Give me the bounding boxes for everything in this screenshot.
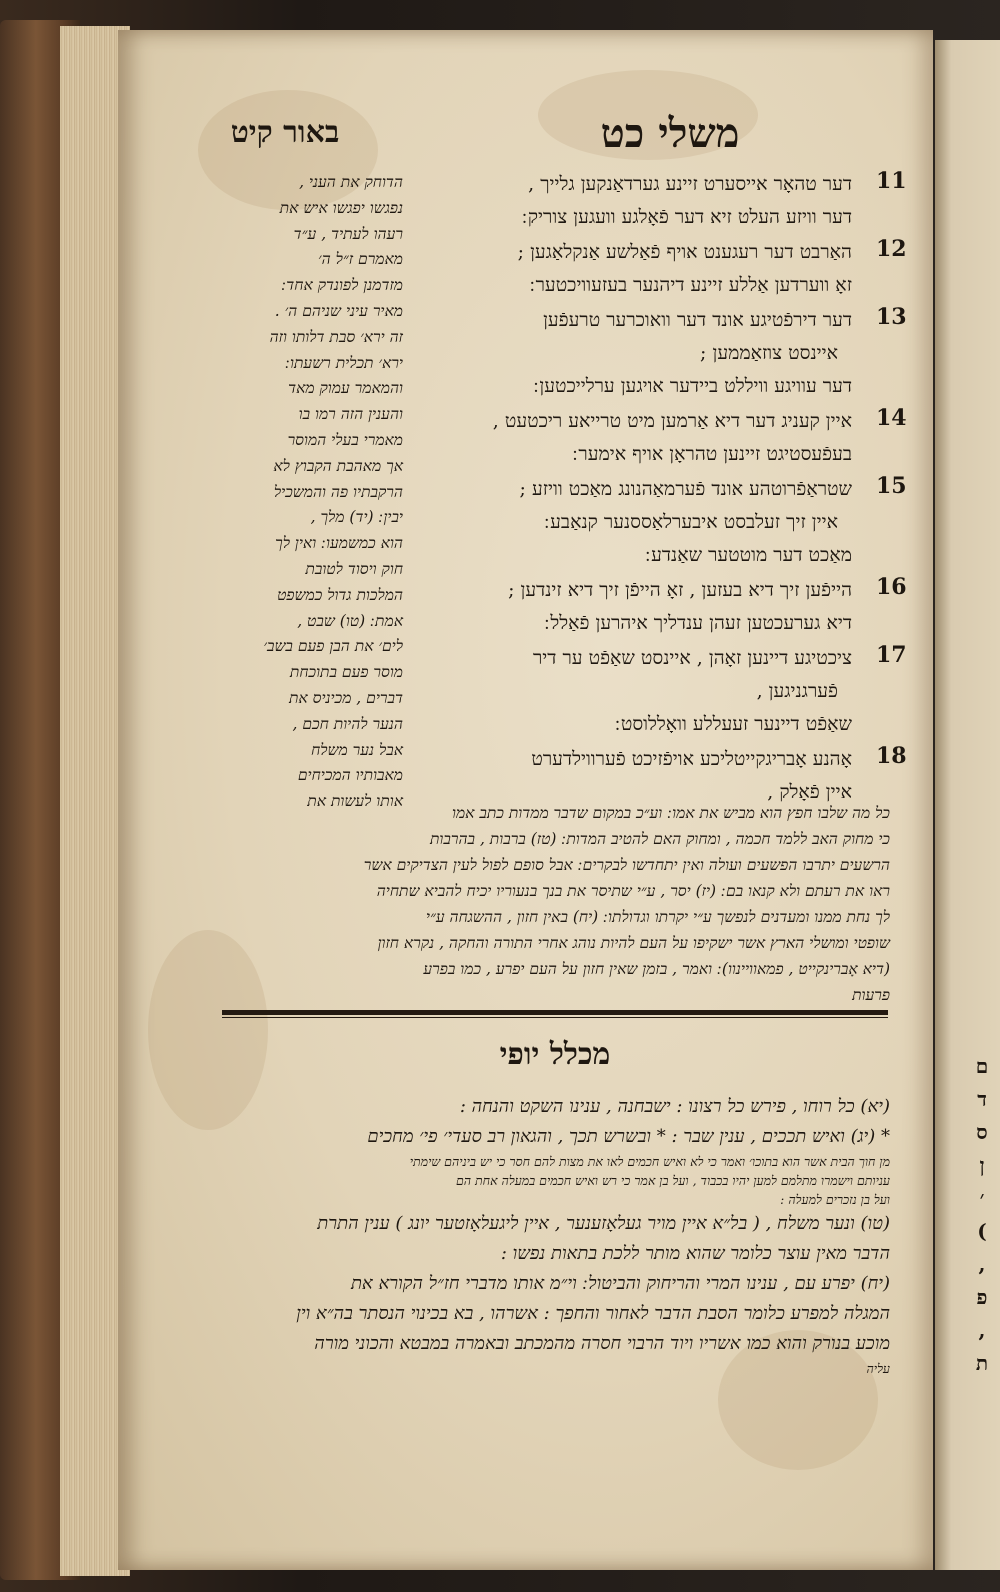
next-page-glyphs <box>968 1050 996 1380</box>
next-page-glyph: פ <box>976 1285 988 1309</box>
commentary-line: הוא כמשמעו ׃ ואין לך <box>275 534 403 553</box>
commentary-line: מאיר עיני שניהם ה׳ . <box>274 301 403 320</box>
commentary-line: כל מה שלבו חפץ הוא מביש את אמו ׃ וע״כ במקום שדבר ממדות כתב אמו <box>452 804 890 822</box>
commentary-title: באור קיט <box>230 115 340 150</box>
note-line: ועל בן נזכרים למעלה : <box>780 1192 890 1207</box>
divider-rule-thin <box>222 1017 888 1018</box>
side-commentary <box>213 170 403 815</box>
verse-line: ציכטיגע דיינען זאָהן , איינסט שאַפֿט ער דיר <box>532 647 852 669</box>
commentary-line: נפגשו יפגשו איש את <box>279 198 403 217</box>
commentary-line: יבין ׃ (יד) מלך , <box>310 508 403 527</box>
verse-line: דיא גערעכטען זעהן ענדליך איהרען פֿאַלל ׃ <box>544 612 852 634</box>
commentary-line: אבל נער משלח <box>311 740 403 759</box>
page-title: משלי כט <box>600 110 740 157</box>
verse-number: 13 <box>876 304 907 330</box>
note-line: * (יג) ואיש תככים , ענין שבר : * ובשרש תכך , והגאון רב סעדי׳ פי׳ מחכים <box>367 1126 890 1147</box>
verse-12 <box>430 236 910 302</box>
commentary-line: לים׳ את הבן פעם בשב׳ <box>263 637 403 656</box>
note-line: עניותם וישמרו מתלמם למען יהיו בכבוד , ועל בן אמר כי רש ואיש חכמים במעלה אחת הם <box>455 1173 890 1188</box>
commentary-line: דברים , מכיניס את <box>288 688 403 707</box>
verse-line: הייפֿען זיך דיא בעזען , זאָ הייפֿן זיך דיא זינדען ; <box>508 579 852 601</box>
verse-line: שטראַפֿרוטהע אונד פֿערמאַהנונג מאַכט וויזע ; <box>519 478 852 500</box>
note-line: (יח) יפרע עם , ענינו המרי והריחוק והביטול ׃ וי״מ אותו מדברי חז״ל הקורא את <box>350 1273 890 1294</box>
next-page-glyph: ת <box>975 1351 989 1375</box>
note-line: הדבר מאין עוצר כלומר שהוא מותר ללכת בתאות נפשו : <box>500 1243 890 1264</box>
note-line: המגלה למפרע כלומר הסבת הדבר לאחור והחפך : אשרהו , בא בכינוי הנסתר בה״א וין <box>296 1303 890 1324</box>
next-page-glyph: ) <box>977 1219 987 1243</box>
commentary-line: חוק ויסוד לטובת <box>305 559 403 578</box>
commentary-line: זה ירא׳ סבת דלותו וזה <box>269 327 403 346</box>
verse-number: 12 <box>876 236 907 262</box>
commentary-line: פרעות <box>852 986 890 1004</box>
verse-number: 16 <box>876 574 907 600</box>
verse-line: איין זיך זעלבסט איבערלאַססנער קנאַבע ׃ <box>544 511 838 533</box>
commentary-line: מאבותיו המכיחים <box>297 766 403 785</box>
commentary-line: והמאמר עמוק מאד <box>288 379 403 398</box>
next-page-glyph: ם <box>975 1054 989 1078</box>
verse-number: 11 <box>876 168 907 194</box>
verse-line: איין פֿאָלק , <box>767 781 852 803</box>
commentary-line: אמת ׃ (טו) שבט , <box>297 611 403 630</box>
commentary-line: (דיא אָברינקייט , פמאוויינוו) ׃ ואמר , בזמן שאין חזון על העם יפרע , כמו בפרע <box>423 960 890 978</box>
verse-line: בעפֿעסטיגט זיינען טהראָן אויף אימער ׃ <box>572 443 852 465</box>
note-line: (טו) ונער משלח , ( בל״א איין מויר געלאָזענער , איין ליגעלאָזטער יונג ) ענין התרת <box>317 1213 890 1234</box>
verse-13 <box>430 304 910 403</box>
commentary-line: ירא׳ תכלית רשעתו ׃ <box>285 353 403 372</box>
verse-line: אָהנע אָבריגקייטליכע אויפֿזיכט פֿערווילדערט <box>531 748 852 770</box>
commentary-line: הרשעים יתרבו הפשעים ועולה ואין יתחדשו לבקרים ׃ אבל סופם לפול לעין הצדיקים אשר <box>363 856 890 874</box>
verse-column <box>430 168 910 811</box>
note-line: מן חוך הבית אשר הוא בתוכו׳ ואמר כי לא ואיש חכמים לאו את מצות להם חסר כי יש ביניהם שימתי <box>409 1154 890 1169</box>
commentary-line: מוסר פעם בתוכחת <box>289 663 403 682</box>
verse-14 <box>430 405 910 471</box>
verse-line: זאָ ווערדען אַללע זיינע דיהנער בעזעוויכטער ׃ <box>529 274 852 296</box>
commentary-line: כי מחוק האב ללמד חכמה , ומחוק האם להטיב המדות ׃ (טז) ברבות , בהרבות <box>429 830 890 848</box>
verse-line: שאַפֿט דיינער זעעללע וואָללוסט ׃ <box>614 713 852 735</box>
next-page-glyph: ׳ <box>979 1186 985 1210</box>
next-page-glyph: ס <box>976 1120 988 1144</box>
next-page-glyph: , <box>978 1318 986 1342</box>
commentary-line: הנער להיות חכם , <box>292 714 403 733</box>
commentary-line: רעהו לעתיד , ע״ד <box>293 224 403 243</box>
note-line: עליה <box>866 1361 890 1376</box>
verse-16 <box>430 574 910 640</box>
commentary-line: המלכות גדול כמשפט <box>277 585 403 604</box>
commentary-line: ראו את רעתם ולא קנאו בם ׃ (יז) יסר , ע״י שתיסר את בנך בנעוריו יכיח להביא שתחיה <box>376 882 890 900</box>
verse-line: פֿערגניגען , <box>756 680 838 702</box>
commentary-line: והענין הזה רמו בו <box>298 405 403 424</box>
next-page-glyph: ד <box>977 1087 987 1111</box>
commentary-line: מזדמנן לפונדק אחד ׃ <box>281 276 403 295</box>
verse-number: 14 <box>876 405 907 431</box>
verse-line: דער עוויגע וויללט ביידער אויגען ערלייכטען ׃ <box>533 375 852 397</box>
verse-line: האַרבט דער רעגענט אויף פֿאַלשע אַנקלאַגען ; <box>517 241 852 263</box>
verse-17 <box>430 642 910 741</box>
next-page-glyph: , <box>978 1252 986 1276</box>
verse-line: מאַכט דער מוטטער שאַנדע ׃ <box>645 544 852 566</box>
verse-line: איין קעניג דער דיא אַרמען מיט טרייאע ריכטעט , <box>492 410 852 432</box>
divider-rule <box>222 1010 888 1015</box>
commentary-line: מאמרי בעלי המוסר <box>287 430 403 449</box>
verse-line: דער וויזע העלט זיא דער פֿאָלגע וועגען צוריק ׃ <box>521 206 852 228</box>
commentary-line: אותו לעשות את <box>307 792 403 811</box>
note-line: (יא) כל רוחו , פירש כל רצונו : ישבחנה , ענינו השקט והנחה : <box>459 1096 890 1117</box>
commentary-line: הרקבתיו פה והמשכיל <box>273 482 403 501</box>
section-title: מכלל יופי <box>499 1037 611 1072</box>
verse-number: 17 <box>876 642 907 668</box>
verse-line: דער טהאָר אייסערט זיינע גערדאַנקען גלייך , <box>528 173 852 195</box>
verse-15 <box>430 473 910 572</box>
commentary-line: לך נחת ממנו ומעדנים לנפשך ע״י יקרתו וגדולתו ׃ (יח) באין חזון , ההשגחה ע״י <box>425 908 890 926</box>
commentary-line: מאמרם ז״ל ה׳ <box>318 250 403 269</box>
verse-11 <box>430 168 910 234</box>
verse-number: 18 <box>876 743 907 769</box>
next-page-glyph: ן <box>979 1153 985 1177</box>
wide-commentary <box>182 800 890 1008</box>
commentary-line: שופטי ומושלי הארץ אשר ישקיפו על העם להיות נוהג אחרי התורה והחקה , נקרא חזון <box>377 934 890 952</box>
verse-line: איינסט צוזאַממען ; <box>700 342 838 364</box>
note-line: מוכע בנורק והוא כמו אשריו ויוד הרבוי חסרה מהמכתב ובאמרה במבטא והכוני מורה <box>314 1333 890 1354</box>
verse-number: 15 <box>876 473 907 499</box>
commentary-line: הדוחק את העני , <box>299 173 403 191</box>
notes-section <box>200 1092 890 1378</box>
verse-line: דער דירפֿטיגע אונד דער וואוכרער טרעפֿען <box>543 309 852 331</box>
commentary-line: אך מאהבת הקבוץ לא <box>273 456 403 475</box>
